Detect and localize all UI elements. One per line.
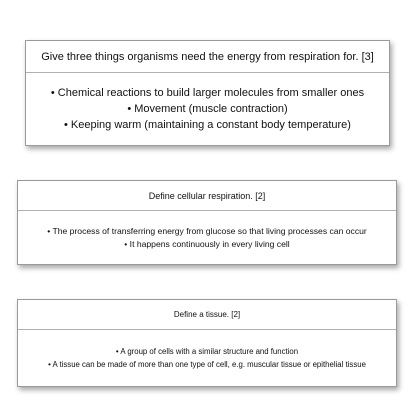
answer-item: • Chemical reactions to build larger molecules from smaller ones xyxy=(50,87,365,99)
question-text: Define a tissue. [2] xyxy=(18,300,396,330)
flashcard-cellular-respiration xyxy=(17,180,397,265)
answer-item: • A tissue can be made of more than one type of cell, e.g. muscular tissue or epithelial tissue xyxy=(48,360,366,369)
answer-item: • It happens continuously in every living cell xyxy=(124,238,290,249)
answer-item: • A group of cells with a similar structure and function xyxy=(115,347,299,356)
answer-list xyxy=(18,211,396,264)
flashcard-tissue xyxy=(17,299,397,387)
answer-list xyxy=(26,73,389,145)
answer-item: • Movement (muscle contraction) xyxy=(127,103,288,115)
flashcard-respiration-uses xyxy=(25,40,390,146)
answer-item: • The process of transferring energy from glucose so that living processes can occur xyxy=(47,225,367,236)
question-text: Give three things organisms need the energy from respiration for. [3] xyxy=(26,41,389,73)
answer-item: • Keeping warm (maintaining a constant body temperature) xyxy=(64,119,351,131)
question-text: Define cellular respiration. [2] xyxy=(18,181,396,211)
answer-list xyxy=(18,330,396,386)
